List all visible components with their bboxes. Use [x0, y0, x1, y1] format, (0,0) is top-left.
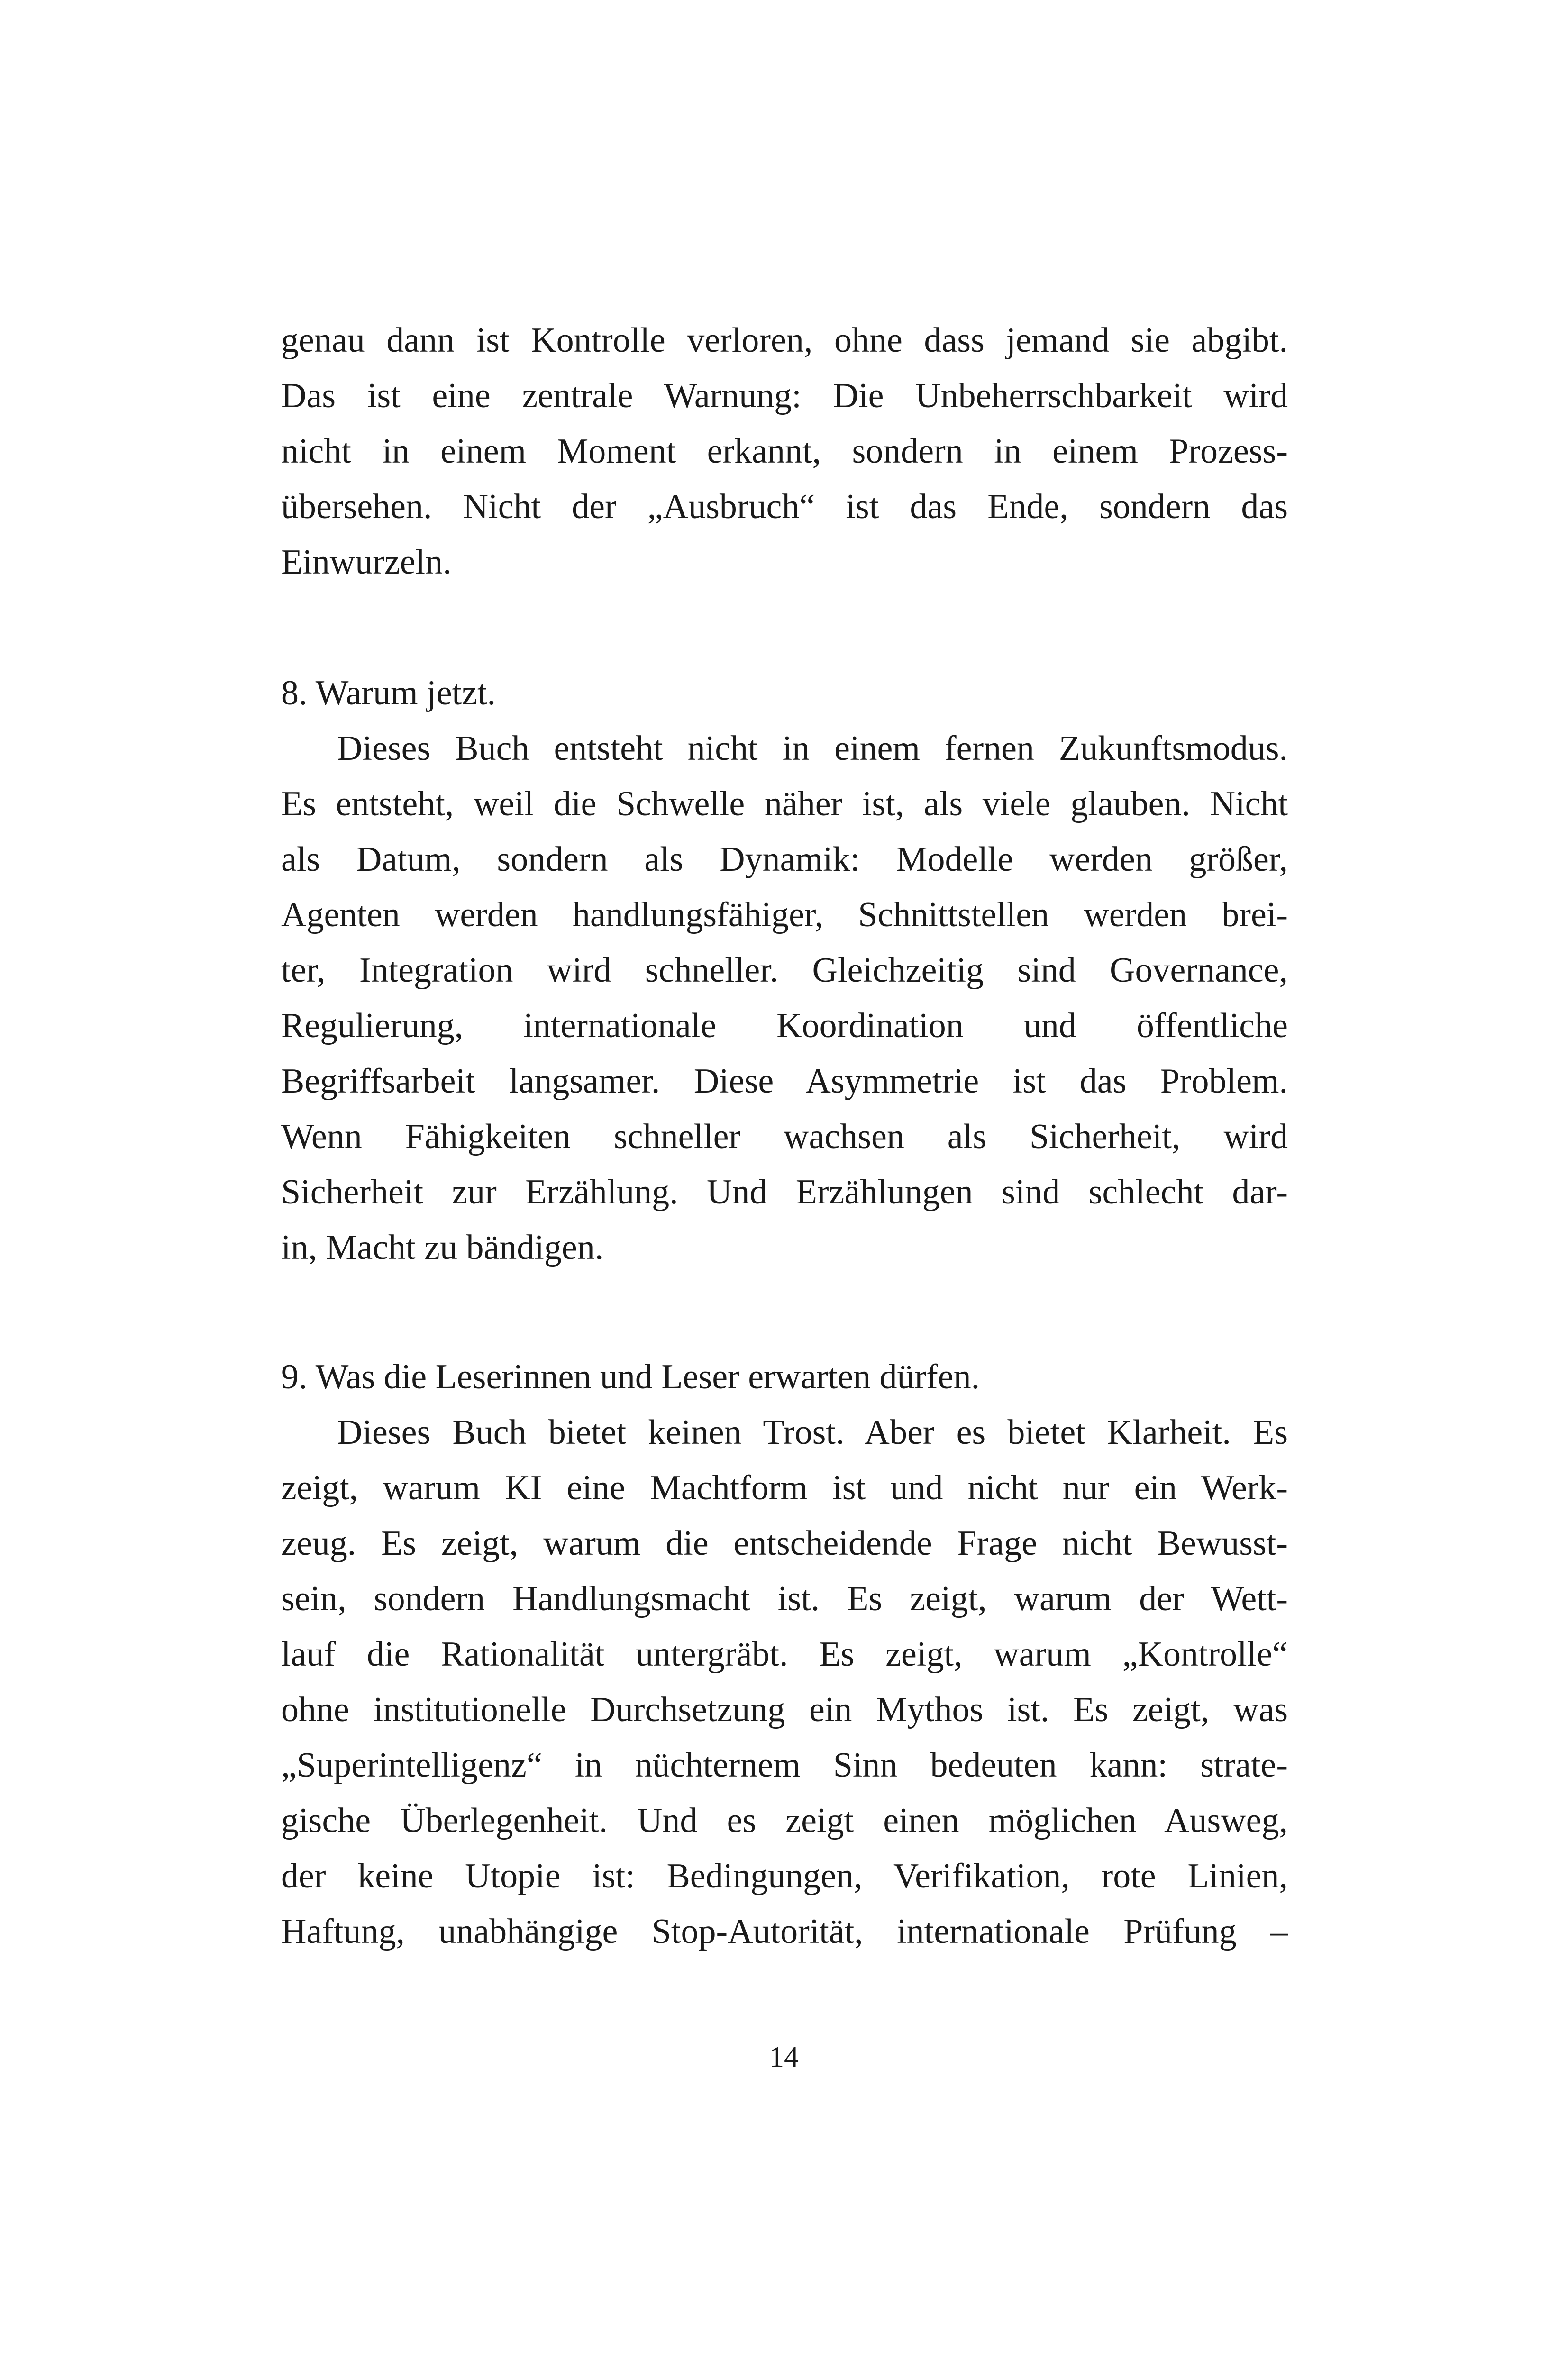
section-heading-9: 9. Was die Leserinnen und Leser erwarten dürfen. — [281, 1358, 980, 1396]
text-line: ohne institutionelle Durchsetzung ein Mythos ist. Es zeigt, was — [281, 1690, 1288, 1729]
text-line: Das ist eine zentrale Warnung: Die Unbeherrschbarkeit wird — [281, 376, 1288, 415]
paragraph-section-8 — [281, 721, 1288, 1276]
text-line: Regulierung, internationale Koordination und öffentliche — [281, 1006, 1288, 1045]
section-heading-8: 8. Warum jetzt. — [281, 674, 496, 712]
text-line: Dieses Buch bietet keinen Trost. Aber es bietet Klarheit. Es — [337, 1413, 1288, 1452]
text-line: Wenn Fähigkeiten schneller wachsen als Sicherheit, wird — [281, 1117, 1288, 1156]
text-line: Begriffsarbeit langsamer. Diese Asymmetrie ist das Problem. — [281, 1062, 1288, 1101]
text-line: übersehen. Nicht der „Ausbruch“ ist das Ende, sondern das — [281, 487, 1288, 526]
text-line: Es entsteht, weil die Schwelle näher ist, als viele glauben. Nicht — [281, 784, 1288, 823]
text-line: Agenten werden handlungsfähiger, Schnittstellen werden brei- — [281, 895, 1288, 934]
page-number: 14 — [769, 2041, 799, 2073]
text-line: zeigt, warum KI eine Machtform ist und nicht nur ein Werk- — [281, 1468, 1288, 1507]
text-line: ter, Integration wird schneller. Gleichzeitig sind Governance, — [281, 951, 1288, 990]
text-line: genau dann ist Kontrolle verloren, ohne dass jemand sie abgibt. — [281, 321, 1288, 360]
text-line: gische Überlegenheit. Und es zeigt einen möglichen Ausweg, — [281, 1801, 1288, 1840]
text-line: Haftung, unabhängige Stop-Autorität, internationale Prüfung – — [281, 1912, 1288, 1951]
text-line: „Superintelligenz“ in nüchternem Sinn bedeuten kann: strate- — [281, 1746, 1288, 1785]
text-line: Sicherheit zur Erzählung. Und Erzählungen sind schlecht dar- — [281, 1173, 1288, 1212]
text-line: zeug. Es zeigt, warum die entscheidende Frage nicht Bewusst- — [281, 1524, 1288, 1563]
text-line: Einwurzeln. — [281, 543, 452, 582]
paragraph-continued — [281, 313, 1288, 590]
text-line: Dieses Buch entsteht nicht in einem fernen Zukunftsmodus. — [337, 729, 1288, 768]
text-line: der keine Utopie ist: Bedingungen, Verifikation, rote Linien, — [281, 1857, 1288, 1896]
text-line: lauf die Rationalität untergräbt. Es zeigt, warum „Kontrolle“ — [281, 1635, 1288, 1674]
text-line: nicht in einem Moment erkannt, sondern in einem Prozess- — [281, 432, 1288, 471]
text-line: in, Macht zu bändigen. — [281, 1228, 604, 1267]
text-line: als Datum, sondern als Dynamik: Modelle werden größer, — [281, 840, 1288, 879]
text-line: sein, sondern Handlungsmacht ist. Es zeigt, warum der Wett- — [281, 1579, 1288, 1618]
paragraph-section-9 — [281, 1405, 1288, 1960]
